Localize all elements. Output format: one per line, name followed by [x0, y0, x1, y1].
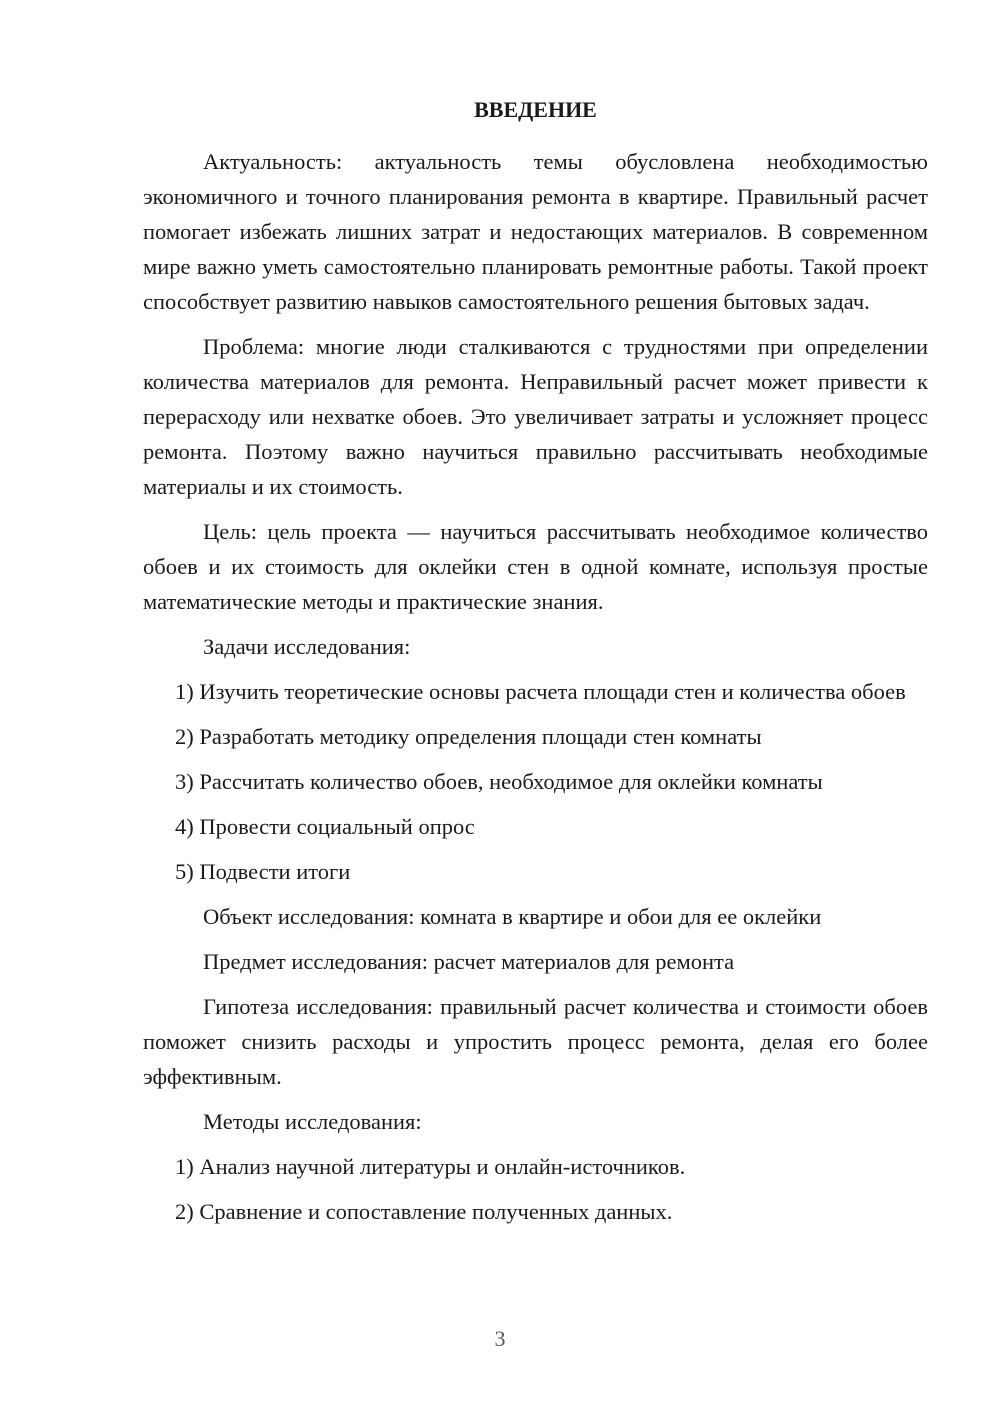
task-item-5: 5) Подвести итоги — [175, 859, 351, 884]
method-item-1: 1) Анализ научной литературы и онлайн-источников. — [175, 1154, 686, 1179]
methods-heading: Методы исследования: — [203, 1109, 422, 1134]
task-item-1: 1) Изучить теоретические основы расчета площади стен и количества обоев — [175, 679, 906, 704]
document-page — [143, 92, 928, 1239]
tasks-heading: Задачи исследования: — [203, 634, 411, 659]
page-number: 3 — [494, 1326, 506, 1351]
paragraph-object: Объект исследования: комната в квартире и обои для ее оклейки — [203, 904, 822, 929]
task-item-3: 3) Рассчитать количество обоев, необходимое для оклейки комнаты — [175, 769, 823, 794]
paragraph-hypothesis: Гипотеза исследования: правильный расчет количества и стоимости обоев поможет снизить расходы и упростить процесс ремонта, делая его более эффективным. — [143, 994, 928, 1089]
paragraph-subject: Предмет исследования: расчет материалов для ремонта — [203, 949, 735, 974]
paragraph-goal: Цель: цель проекта — научиться рассчитывать необходимое количество обоев и их стоимость для оклейки стен в одной комнате, используя простые математические методы и практические знания. — [143, 519, 928, 614]
paragraph-problem: Проблема: многие люди сталкиваются с трудностями при определении количества материалов для ремонта. Неправильный расчет может привести к перерасходу или нехватке обоев. Это увеличивает затраты и усложняет процесс ремонта. Поэтому важно научиться правильно рассчитывать необходимые материалы и их стоимость. — [143, 334, 928, 499]
method-item-2: 2) Сравнение и сопоставление полученных данных. — [175, 1199, 673, 1224]
task-item-2: 2) Разработать методику определения площади стен комнаты — [175, 724, 762, 749]
task-item-4: 4) Провести социальный опрос — [175, 814, 475, 839]
paragraph-relevance: Актуальность: актуальность темы обусловлена необходимостью экономичного и точного планирования ремонта в квартире. Правильный расчет помогает избежать лишних затрат и недостающих материалов. В современном мире важно уметь самостоятельно планировать ремонтные работы. Такой проект способствует развитию навыков самостоятельного решения бытовых задач. — [143, 149, 928, 314]
section-title: ВВЕДЕНИЕ — [474, 97, 597, 122]
